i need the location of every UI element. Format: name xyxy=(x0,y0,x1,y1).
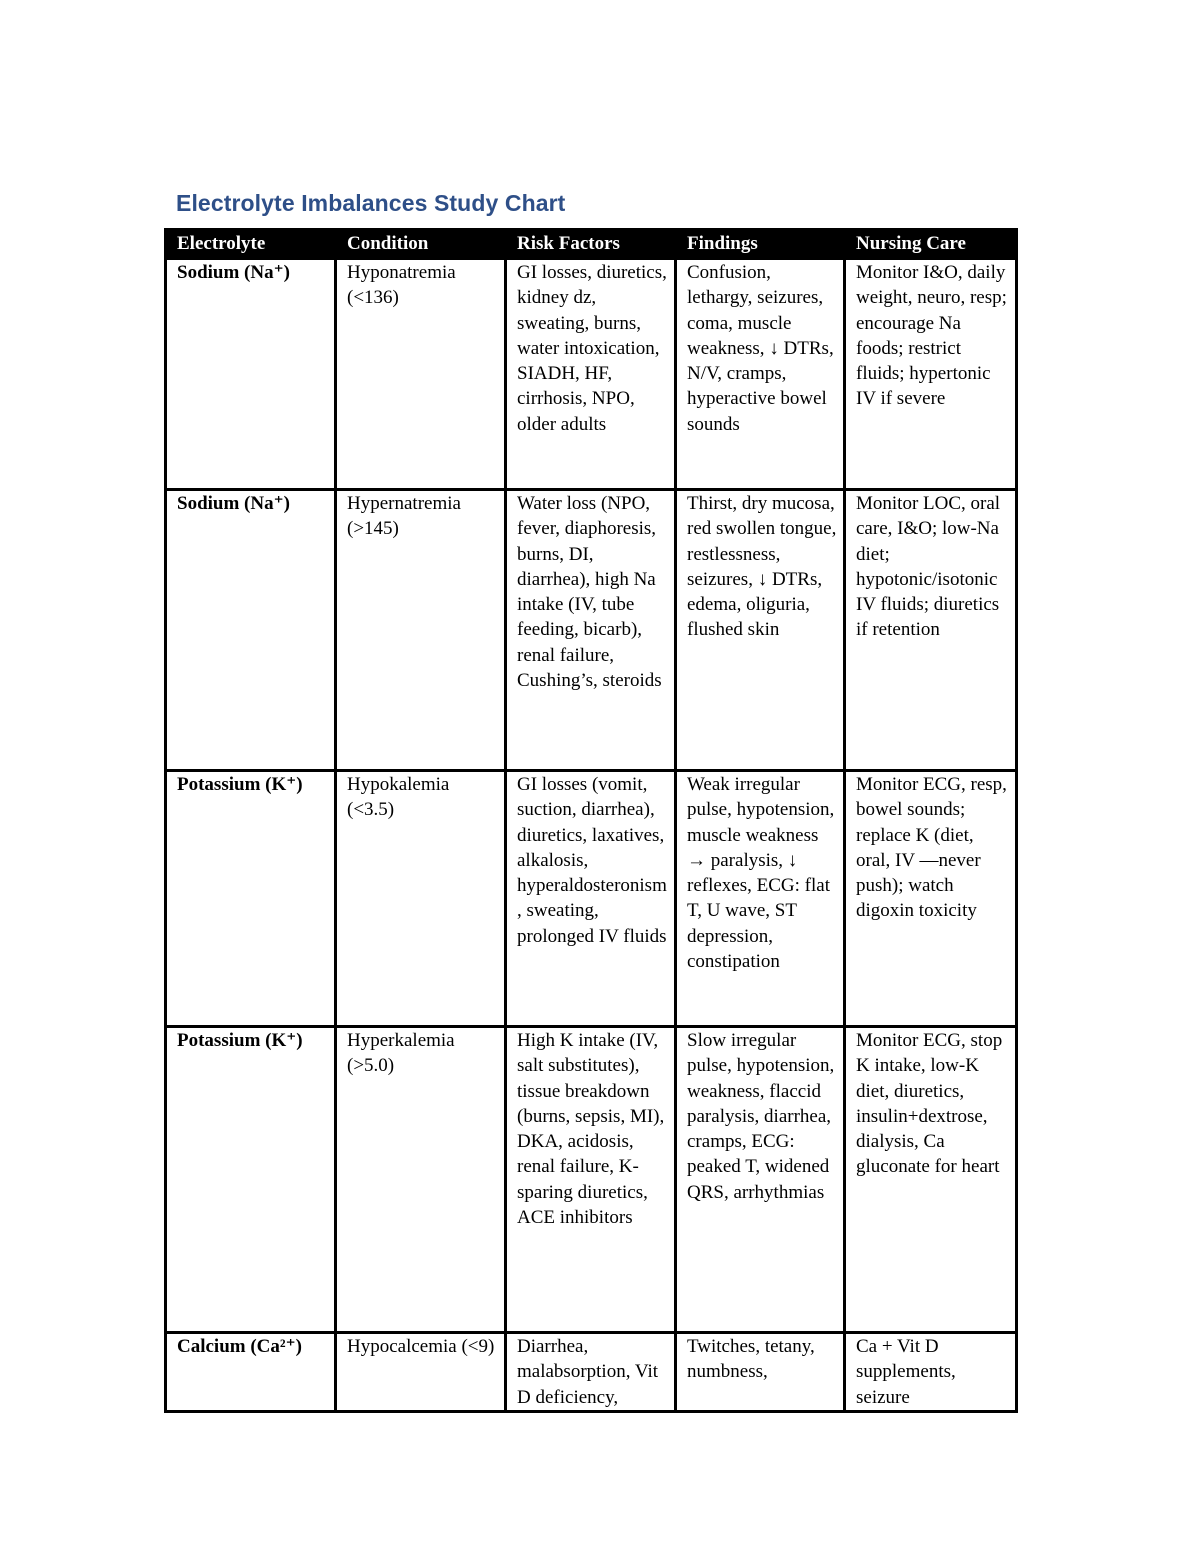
risk-factors-cell: GI losses (vomit, suction, diarrhea), diuretics, laxatives, alkalosis, hyperaldosteronism, sweating, prolonged IV fluids xyxy=(506,771,676,1027)
nursing-care-cell: Monitor ECG, resp, bowel sounds; replace K (diet, oral, IV —never push); watch digoxin toxicity xyxy=(845,771,1017,1027)
table-row xyxy=(166,1333,1017,1412)
condition-cell: Hypernatremia (>145) xyxy=(336,490,506,771)
electrolyte-cell: Potassium (K⁺) xyxy=(166,771,336,1027)
header-condition: Condition xyxy=(336,230,506,259)
table-header xyxy=(166,230,1017,259)
table-row xyxy=(166,771,1017,1027)
header-findings: Findings xyxy=(676,230,845,259)
nursing-care-cell: Monitor I&O, daily weight, neuro, resp; encourage Na foods; restrict fluids; hypertonic IV if severe xyxy=(845,259,1017,490)
findings-cell: Thirst, dry mucosa, red swollen tongue, restlessness, seizures, ↓ DTRs, edema, oliguria, flushed skin xyxy=(676,490,845,771)
header-row xyxy=(166,230,1017,259)
nursing-care-cell: Ca + Vit D supplements, seizure xyxy=(845,1333,1017,1412)
electrolyte-cell: Sodium (Na⁺) xyxy=(166,490,336,771)
risk-factors-cell: High K intake (IV, salt substitutes), tissue breakdown (burns, sepsis, MI), DKA, acidosis, renal failure, K-sparing diuretics, ACE inhibitors xyxy=(506,1027,676,1333)
risk-factors-cell: GI losses, diuretics, kidney dz, sweating, burns, water intoxication, SIADH, HF, cirrhosis, NPO, older adults xyxy=(506,259,676,490)
electrolyte-study-table xyxy=(164,228,1018,1413)
header-nursing-care: Nursing Care xyxy=(845,230,1017,259)
findings-cell: Confusion, lethargy, seizures, coma, muscle weakness, ↓ DTRs, N/V, cramps, hyperactive bowel sounds xyxy=(676,259,845,490)
condition-cell: Hypokalemia (<3.5) xyxy=(336,771,506,1027)
findings-cell: Weak irregular pulse, hypotension, muscle weakness → paralysis, ↓ reflexes, ECG: flat T, U wave, ST depression, constipation xyxy=(676,771,845,1027)
findings-cell: Twitches, tetany, numbness, xyxy=(676,1333,845,1412)
page-title: Electrolyte Imbalances Study Chart xyxy=(176,190,566,216)
electrolyte-cell: Potassium (K⁺) xyxy=(166,1027,336,1333)
nursing-care-cell: Monitor ECG, stop K intake, low-K diet, diuretics, insulin+dextrose, dialysis, Ca gluconate for heart xyxy=(845,1027,1017,1333)
condition-cell: Hyponatremia (<136) xyxy=(336,259,506,490)
risk-factors-cell: Water loss (NPO, fever, diaphoresis, burns, DI, diarrhea), high Na intake (IV, tube feeding, bicarb), renal failure, Cushing’s, steroids xyxy=(506,490,676,771)
findings-cell: Slow irregular pulse, hypotension, weakness, flaccid paralysis, diarrhea, cramps, ECG: peaked T, widened QRS, arrhythmias xyxy=(676,1027,845,1333)
table-body xyxy=(166,259,1017,1412)
condition-cell: Hypocalcemia (<9) xyxy=(336,1333,506,1412)
nursing-care-cell: Monitor LOC, oral care, I&O; low-Na diet; hypotonic/isotonic IV fluids; diuretics if retention xyxy=(845,490,1017,771)
header-electrolyte: Electrolyte xyxy=(166,230,336,259)
table-row xyxy=(166,1027,1017,1333)
risk-factors-cell: Diarrhea, malabsorption, Vit D deficiency, xyxy=(506,1333,676,1412)
table-row xyxy=(166,259,1017,490)
header-risk-factors: Risk Factors xyxy=(506,230,676,259)
electrolyte-cell: Sodium (Na⁺) xyxy=(166,259,336,490)
table-row xyxy=(166,490,1017,771)
condition-cell: Hyperkalemia (>5.0) xyxy=(336,1027,506,1333)
electrolyte-cell: Calcium (Ca²⁺) xyxy=(166,1333,336,1412)
